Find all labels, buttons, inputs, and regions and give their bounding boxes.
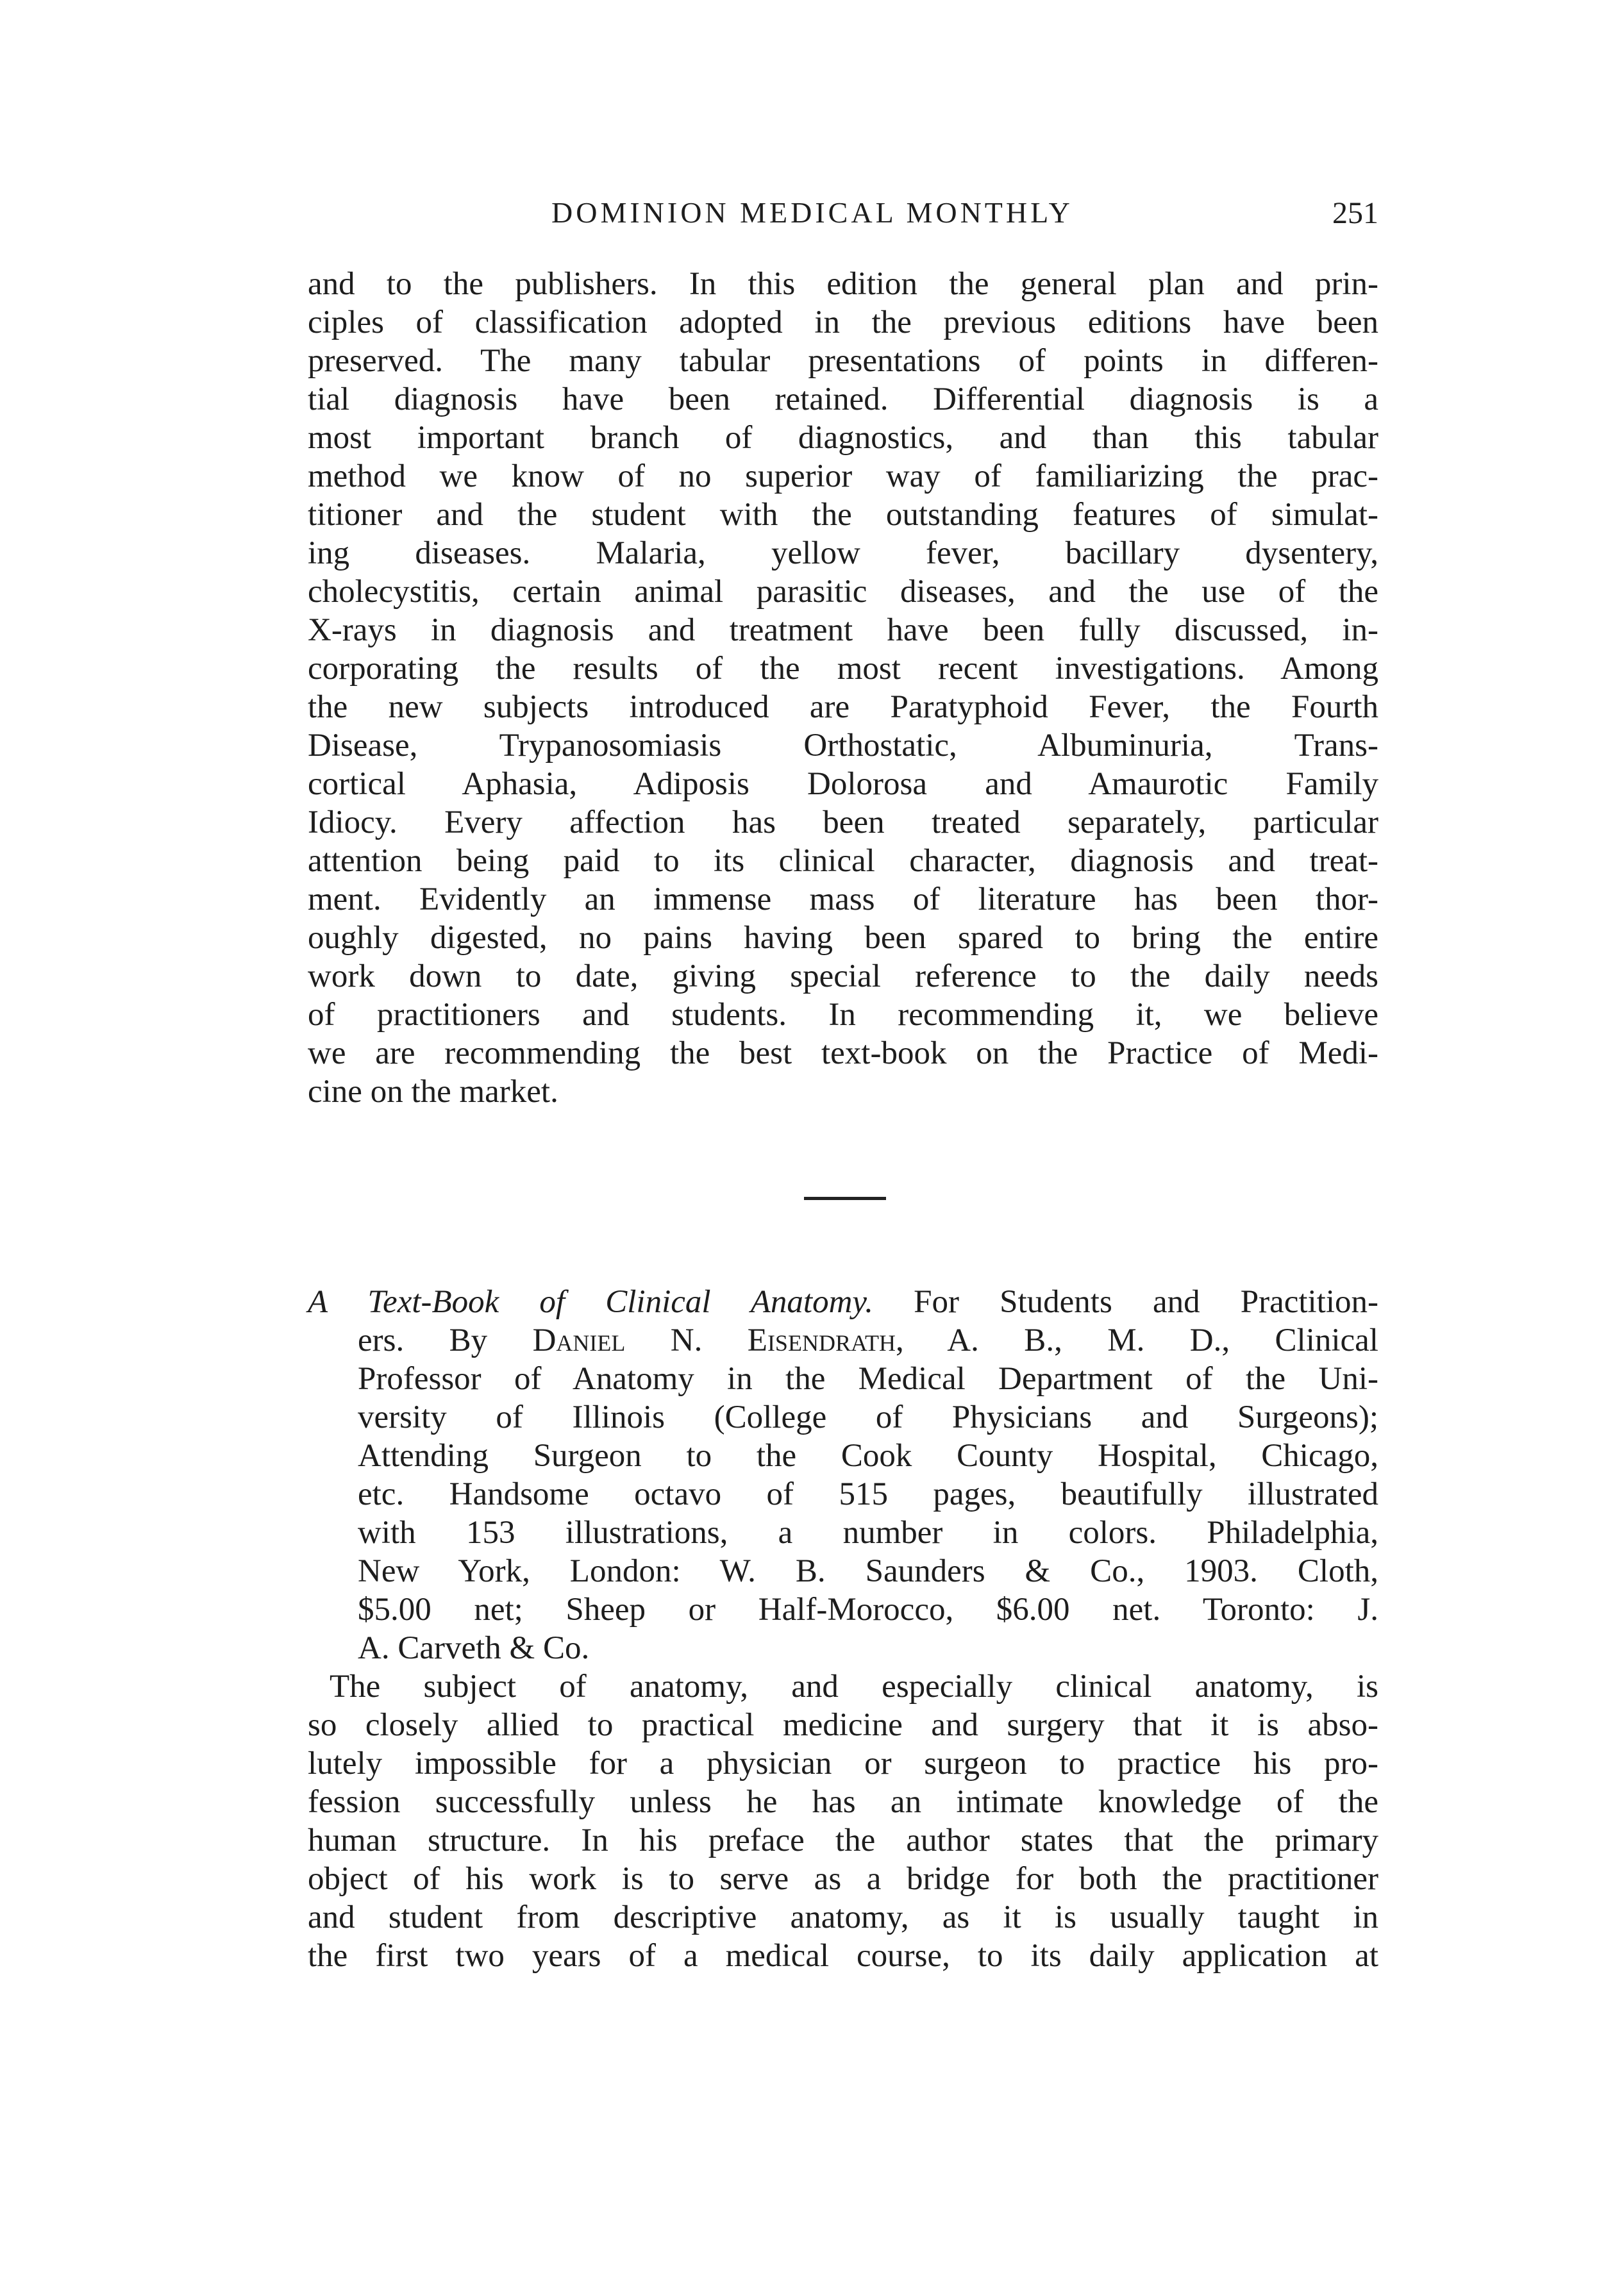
page-number: 251: [1332, 196, 1378, 230]
text-line: human structure. In his preface the author states that the primary: [308, 1823, 1378, 1858]
text-line: cine on the market.: [308, 1074, 558, 1110]
author-credentials: , A. B., M. D., Clinical: [895, 1322, 1378, 1358]
text-line: New York, London: W. B. Saunders & Co., 1903. Cloth,: [358, 1553, 1378, 1589]
text-line: titioner and the student with the outstanding features of simulat-: [308, 497, 1378, 533]
text-line: versity of Illinois (College of Physicians and Surgeons);: [358, 1399, 1378, 1435]
text-line: ment. Evidently an immense mass of literature has been thor-: [308, 881, 1378, 917]
text-line: [308, 1283, 1378, 1321]
text-line: with 153 illustrations, a number in colors. Philadelphia,: [358, 1515, 1378, 1551]
text-line: and student from descriptive anatomy, as it is usually taught in: [308, 1899, 1378, 1935]
text-line: X-rays in diagnosis and treatment have been fully discussed, in-: [308, 612, 1378, 648]
text-line: The subject of anatomy, and especially clinical anatomy, is: [330, 1669, 1378, 1705]
author-name: Daniel N. Eisendrath: [532, 1322, 896, 1358]
text-line: the first two years of a medical course, to its daily application at: [308, 1938, 1378, 1974]
text-line: most important branch of diagnostics, and than this tabular: [308, 420, 1378, 456]
text-line: lutely impossible for a physician or surgeon to practice his pro-: [308, 1746, 1378, 1781]
text-line: oughly digested, no pains having been spared to bring the entire: [308, 920, 1378, 956]
text-line: tial diagnosis have been retained. Differential diagnosis is a: [308, 381, 1378, 417]
section-divider: [804, 1197, 886, 1200]
text-line: cortical Aphasia, Adiposis Dolorosa and Amaurotic Family: [308, 766, 1378, 802]
text-line: of practitioners and students. In recommending it, we believe: [308, 997, 1378, 1033]
title-continuation: For Students and Practition-: [873, 1284, 1379, 1320]
text-line: and to the publishers. In this edition the general plan and prin-: [308, 266, 1378, 302]
byline-prefix: ers. By: [358, 1322, 533, 1358]
text-line: Disease, Trypanosomiasis Orthostatic, Albuminuria, Trans-: [308, 728, 1378, 763]
text-line: etc. Handsome octavo of 515 pages, beautifully illustrated: [358, 1476, 1378, 1512]
book-review-heading: [308, 1283, 1378, 1667]
book-review-body: [308, 1667, 1378, 1975]
text-line: ing diseases. Malaria, yellow fever, bacillary dysentery,: [308, 535, 1378, 571]
text-line: cholecystitis, certain animal parasitic diseases, and the use of the: [308, 574, 1378, 610]
text-line: object of his work is to serve as a bridge for both the practitioner: [308, 1861, 1378, 1897]
text-line: corporating the results of the most recent investigations. Among: [308, 651, 1378, 687]
text-line: method we know of no superior way of familiarizing the prac-: [308, 458, 1378, 494]
text-line: Professor of Anatomy in the Medical Department of the Uni-: [358, 1361, 1378, 1397]
text-line: A. Carveth & Co.: [358, 1630, 590, 1666]
text-line: the new subjects introduced are Paratyphoid Fever, the Fourth: [308, 689, 1378, 725]
text-line: work down to date, giving special reference to the daily needs: [308, 958, 1378, 994]
text-line: fession successfully unless he has an intimate knowledge of the: [308, 1784, 1378, 1820]
text-line: so closely allied to practical medicine and surgery that it is abso-: [308, 1707, 1378, 1743]
text-line: Attending Surgeon to the Cook County Hospital, Chicago,: [358, 1438, 1378, 1474]
text-line: attention being paid to its clinical character, diagnosis and treat-: [308, 843, 1378, 879]
text-line: Idiocy. Every affection has been treated separately, particular: [308, 805, 1378, 840]
text-line: ciples of classification adopted in the previous editions have been: [308, 305, 1378, 340]
review-continuation-paragraph: [308, 265, 1378, 1111]
text-line: we are recommending the best text-book on the Practice of Medi-: [308, 1035, 1378, 1071]
book-title: A Text-Book of Clinical Anatomy.: [308, 1284, 873, 1320]
text-line: [308, 1321, 1378, 1360]
text-line: $5.00 net; Sheep or Half-Morocco, $6.00 net. Toronto: J.: [358, 1592, 1378, 1628]
running-head: [308, 196, 1378, 240]
text-line: preserved. The many tabular presentations of points in differen-: [308, 343, 1378, 379]
journal-title: DOMINION MEDICAL MONTHLY: [551, 196, 1073, 229]
